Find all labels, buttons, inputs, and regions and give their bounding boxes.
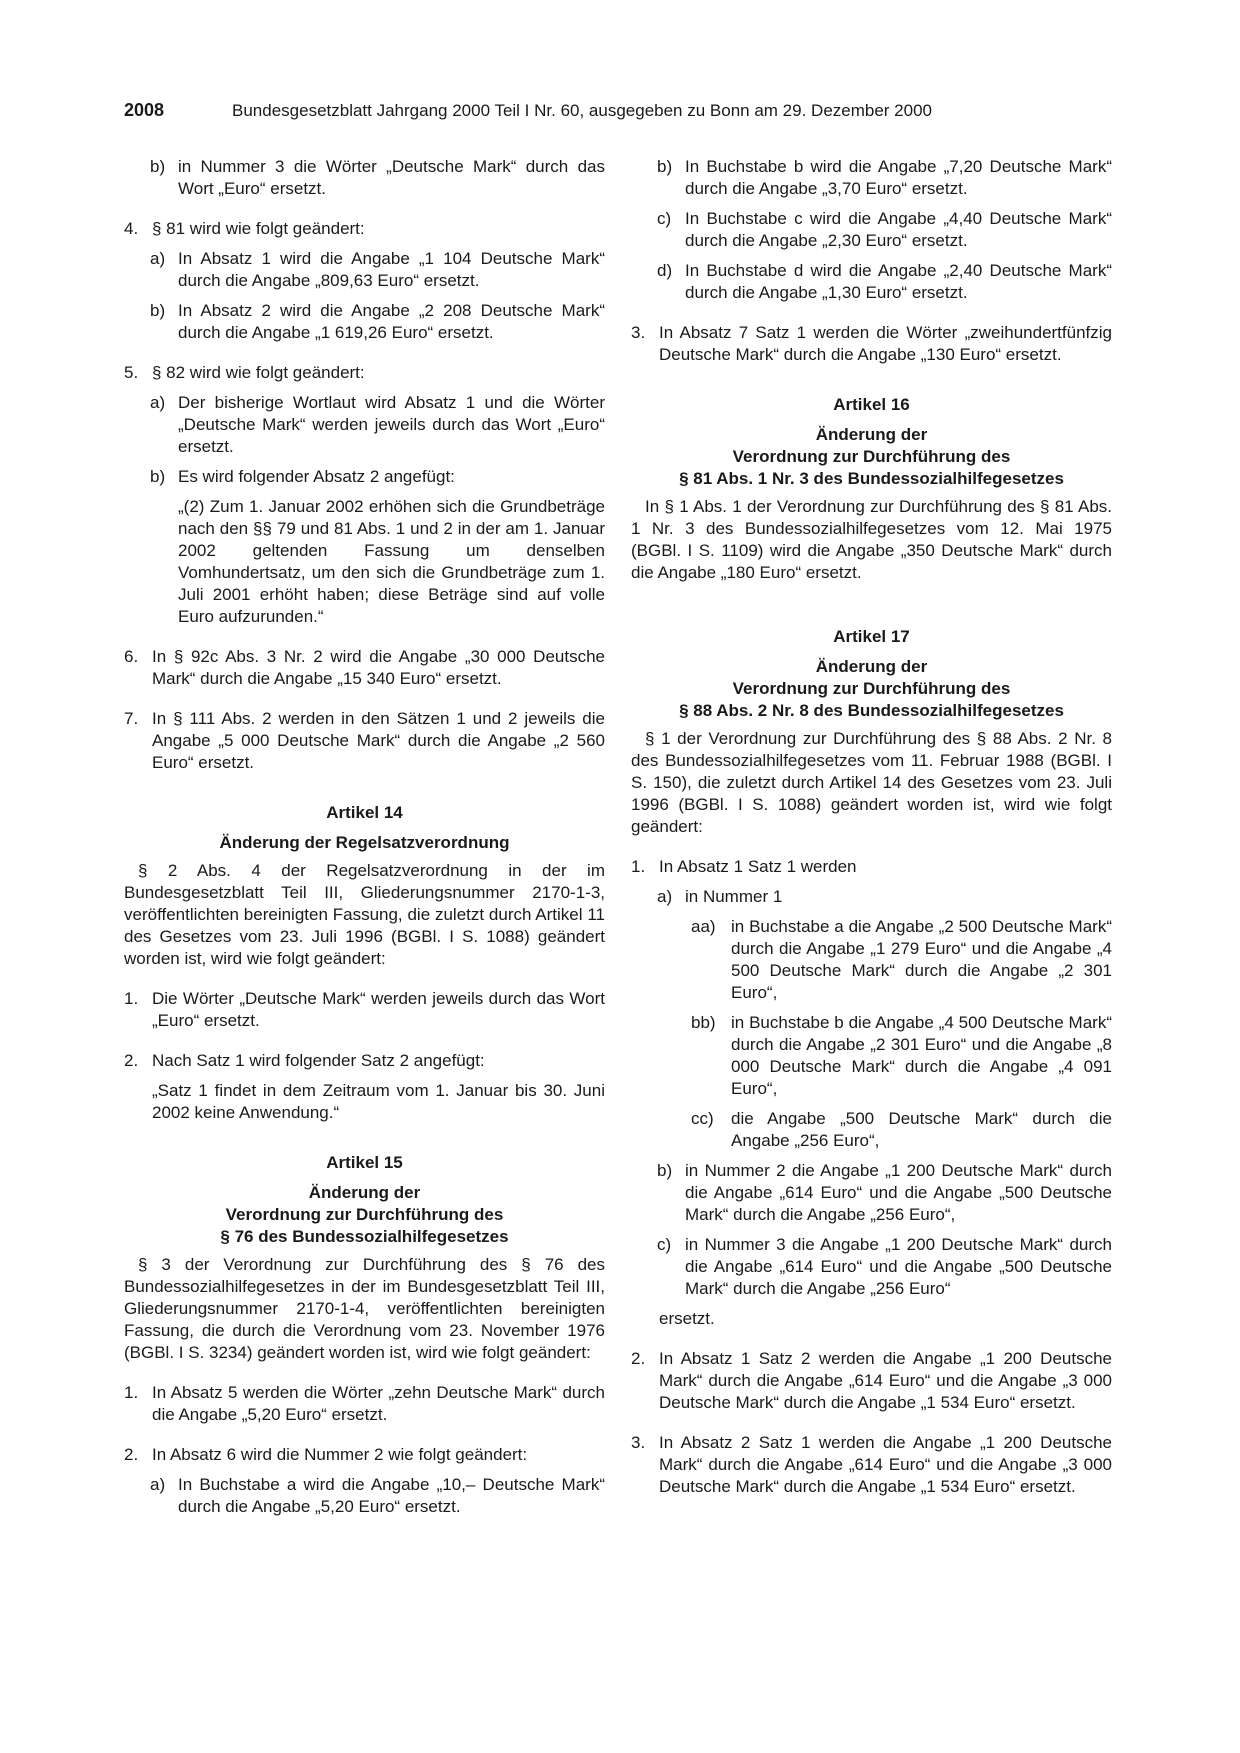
article-subtitle: Verordnung zur Durchführung des	[732, 447, 1011, 466]
item-text: die Angabe „500 Deutsche Mark“ durch die Angabe „256 Euro“,	[731, 1109, 1112, 1150]
item-label: a)	[657, 887, 673, 906]
article-paragraph: § 1 der Verordnung zur Durchführung des § 88 Abs. 2 Nr. 8 des Bundessozialhilfegesetzes vom 11. Februar 1988 (BGBl. I S. 150), die zuletzt durch Artikel 14 des Gesetzes vom 23. Juli 1996 (BGBl. I S. 1088) geändert worden ist, wird wie folgt geändert:	[631, 729, 1112, 836]
list-item	[631, 1108, 1112, 1152]
item-label: c)	[657, 1235, 672, 1254]
item-label: 1.	[124, 1383, 139, 1402]
item-text: § 81 wird wie folgt geändert:	[152, 219, 365, 238]
item-text: In § 92c Abs. 3 Nr. 2 wird die Angabe „30 000 Deutsche Mark“ durch die Angabe „15 340 Euro“ ersetzt.	[152, 647, 605, 688]
item-text: In Absatz 2 wird die Angabe „2 208 Deutsche Mark“ durch die Angabe „1 619,26 Euro“ ersetzt.	[178, 301, 605, 342]
item-text: in Nummer 3 die Wörter „Deutsche Mark“ durch das Wort „Euro“ ersetzt.	[178, 157, 605, 198]
article-title: Artikel 16	[833, 395, 910, 414]
list-item	[631, 322, 1112, 366]
item-label: 2.	[631, 1349, 646, 1368]
article-subtitle: § 76 des Bundessozialhilfegesetzes	[220, 1227, 509, 1246]
item-label: 5.	[124, 363, 139, 382]
article-subtitle: Verordnung zur Durchführung des	[225, 1205, 504, 1224]
gazette-title: Bundesgesetzblatt Jahrgang 2000 Teil I Nr. 60, ausgegeben zu Bonn am 29. Dezember 2000	[232, 101, 932, 120]
item-label: 1.	[124, 989, 139, 1008]
list-item	[631, 208, 1112, 252]
item-text: In Absatz 1 Satz 1 werden	[659, 857, 857, 876]
item-text: in Buchstabe a die Angabe „2 500 Deutsche Mark“ durch die Angabe „1 279 Euro“ und die Angabe „4 500 Deutsche Mark“ durch die Angabe „2 301 Euro“,	[731, 917, 1112, 1002]
article-paragraph: § 3 der Verordnung zur Durchführung des § 76 des Bundessozialhilfegesetzes in der im Bundesgesetzblatt Teil III, Gliederungsnummer 2170-1-4, veröffentlichten bereinigten Fassung, die durch die Verordnung vom 23. November 1976 (BGBl. I S. 3234) geändert worden ist, wird wie folgt geändert:	[124, 1255, 605, 1362]
list-item	[631, 156, 1112, 200]
item-text: In Absatz 5 werden die Wörter „zehn Deutsche Mark“ durch die Angabe „5,20 Euro“ ersetzt.	[152, 1383, 605, 1424]
item-text: in Nummer 2 die Angabe „1 200 Deutsche Mark“ durch die Angabe „614 Euro“ und die Angabe „500 Deutsche Mark“ durch die Angabe „256 Euro“,	[685, 1161, 1112, 1224]
list-item	[631, 1432, 1112, 1498]
item-text: In § 111 Abs. 2 werden in den Sätzen 1 und 2 jeweils die Angabe „5 000 Deutsche Mark“ durch die Angabe „2 560 Euro“ ersetzt.	[152, 709, 605, 772]
item-label: cc)	[691, 1109, 714, 1128]
list-item	[631, 886, 1112, 908]
item-label: 7.	[124, 709, 139, 728]
article-subtitle: Änderung der Regelsatzverordnung	[219, 833, 510, 852]
article-subtitle: Änderung der	[308, 1183, 421, 1202]
article-paragraph: In § 1 Abs. 1 der Verordnung zur Durchführung des § 81 Abs. 1 Nr. 3 des Bundessozialhilfegesetzes vom 12. Mai 1975 (BGBl. I S. 1109) wird die Angabe „350 Deutsche Mark“ durch die Angabe „180 Euro“ ersetzt.	[631, 497, 1112, 582]
list-item	[631, 260, 1112, 304]
article-title: Artikel 14	[326, 803, 403, 822]
list-item	[124, 1050, 605, 1072]
list-item	[631, 1012, 1112, 1100]
item-text: In Buchstabe a wird die Angabe „10,– Deutsche Mark“ durch die Angabe „5,20 Euro“ ersetzt.	[178, 1475, 605, 1516]
page-number: 2008	[124, 100, 165, 120]
article-title: Artikel 17	[833, 627, 910, 646]
item-text: Es wird folgender Absatz 2 angefügt:	[178, 467, 455, 486]
item-text: in Buchstabe b die Angabe „4 500 Deutsche Mark“ durch die Angabe „2 301 Euro“ und die Angabe „8 000 Deutsche Mark“ durch die Angabe „4 091 Euro“,	[731, 1013, 1112, 1098]
item-text: Der bisherige Wortlaut wird Absatz 1 und die Wörter „Deutsche Mark“ werden jeweils durch das Wort „Euro“ ersetzt.	[178, 393, 605, 456]
item-text: in Nummer 3 die Angabe „1 200 Deutsche Mark“ durch die Angabe „614 Euro“ und die Angabe „500 Deutsche Mark“ durch die Angabe „256 Euro“	[685, 1235, 1112, 1298]
item-label: 3.	[631, 1433, 646, 1452]
item-text: In Buchstabe d wird die Angabe „2,40 Deutsche Mark“ durch die Angabe „1,30 Euro“ ersetzt.	[685, 261, 1112, 302]
article-subtitle: Änderung der	[815, 425, 928, 444]
list-item	[631, 1234, 1112, 1300]
item-label: 1.	[631, 857, 646, 876]
list-item	[124, 392, 605, 458]
item-text: in Nummer 1	[685, 887, 783, 906]
item-label: 4.	[124, 219, 139, 238]
item-text: In Absatz 1 Satz 2 werden die Angabe „1 200 Deutsche Mark“ durch die Angabe „614 Euro“ und die Angabe „3 000 Deutsche Mark“ durch die Angabe „1 534 Euro“ ersetzt.	[659, 1349, 1112, 1412]
item-label: d)	[657, 261, 673, 280]
item-label: aa)	[691, 917, 716, 936]
item-label: a)	[150, 249, 166, 268]
item-text: In Buchstabe b wird die Angabe „7,20 Deutsche Mark“ durch die Angabe „3,70 Euro“ ersetzt.	[685, 157, 1112, 198]
list-item	[124, 248, 605, 292]
list-item	[124, 646, 605, 690]
item-label: c)	[657, 209, 672, 228]
item-label: 2.	[124, 1445, 139, 1464]
closing-text: ersetzt.	[659, 1309, 715, 1328]
item-text: In Absatz 6 wird die Nummer 2 wie folgt geändert:	[152, 1445, 528, 1464]
article-subtitle: § 81 Abs. 1 Nr. 3 des Bundessozialhilfegesetzes	[679, 469, 1064, 488]
item-text: § 82 wird wie folgt geändert:	[152, 363, 365, 382]
item-text: Nach Satz 1 wird folgender Satz 2 angefügt:	[152, 1051, 485, 1070]
list-item	[631, 1160, 1112, 1226]
item-label: 2.	[124, 1051, 139, 1070]
list-item	[124, 1444, 605, 1466]
left-column	[124, 156, 605, 1526]
article-title: Artikel 15	[326, 1153, 403, 1172]
list-item	[631, 856, 1112, 878]
item-text: In Absatz 7 Satz 1 werden die Wörter „zweihundertfünfzig Deutsche Mark“ durch die Angabe „130 Euro“ ersetzt.	[659, 323, 1112, 364]
item-label: b)	[657, 1161, 673, 1180]
list-item	[124, 988, 605, 1032]
quoted-paragraph: „(2) Zum 1. Januar 2002 erhöhen sich die Grundbeträge nach den §§ 79 und 81 Abs. 1 und 2 in der am 1. Januar 2002 geltenden Fassung um denselben Vomhundertsatz, um den sich die Grundbeträge zum 1. Juli 2001 erhöht haben; diese Beträge sind auf volle Euro aufzurunden.“	[178, 497, 605, 626]
list-item	[124, 218, 605, 240]
item-label: b)	[150, 301, 166, 320]
item-label: a)	[150, 393, 166, 412]
list-item	[124, 362, 605, 384]
list-item	[631, 1348, 1112, 1414]
article-subtitle: Verordnung zur Durchführung des	[732, 679, 1011, 698]
article-subtitle: Änderung der	[815, 657, 928, 676]
quoted-sentence: „Satz 1 findet in dem Zeitraum vom 1. Januar bis 30. Juni 2002 keine Anwendung.“	[152, 1081, 605, 1122]
list-item	[124, 156, 605, 200]
list-item	[124, 708, 605, 774]
item-label: 6.	[124, 647, 139, 666]
item-text: In Buchstabe c wird die Angabe „4,40 Deutsche Mark“ durch die Angabe „2,30 Euro“ ersetzt.	[685, 209, 1112, 250]
article-subtitle: § 88 Abs. 2 Nr. 8 des Bundessozialhilfegesetzes	[679, 701, 1064, 720]
item-text: In Absatz 1 wird die Angabe „1 104 Deutsche Mark“ durch die Angabe „809,63 Euro“ ersetzt.	[178, 249, 605, 290]
item-text: Die Wörter „Deutsche Mark“ werden jeweils durch das Wort „Euro“ ersetzt.	[152, 989, 605, 1030]
right-column	[631, 156, 1112, 1506]
item-label: a)	[150, 1475, 166, 1494]
list-item	[631, 916, 1112, 1004]
item-label: b)	[150, 157, 166, 176]
list-item	[124, 466, 605, 488]
article-paragraph: § 2 Abs. 4 der Regelsatzverordnung in der im Bundesgesetzblatt Teil III, Gliederungsnummer 2170-1-3, veröffentlichten bereinigten Fassung, die zuletzt durch Artikel 11 des Gesetzes vom 23. Juli 1996 (BGBl. I S. 1088) geändert worden ist, wird wie folgt geändert:	[124, 861, 605, 968]
item-label: 3.	[631, 323, 646, 342]
item-label: b)	[657, 157, 673, 176]
list-item	[124, 1474, 605, 1518]
item-label: bb)	[691, 1013, 716, 1032]
list-item	[124, 1382, 605, 1426]
item-label: b)	[150, 467, 166, 486]
item-text: In Absatz 2 Satz 1 werden die Angabe „1 200 Deutsche Mark“ durch die Angabe „614 Euro“ und die Angabe „3 000 Deutsche Mark“ durch die Angabe „1 534 Euro“ ersetzt.	[659, 1433, 1112, 1496]
list-item	[124, 300, 605, 344]
